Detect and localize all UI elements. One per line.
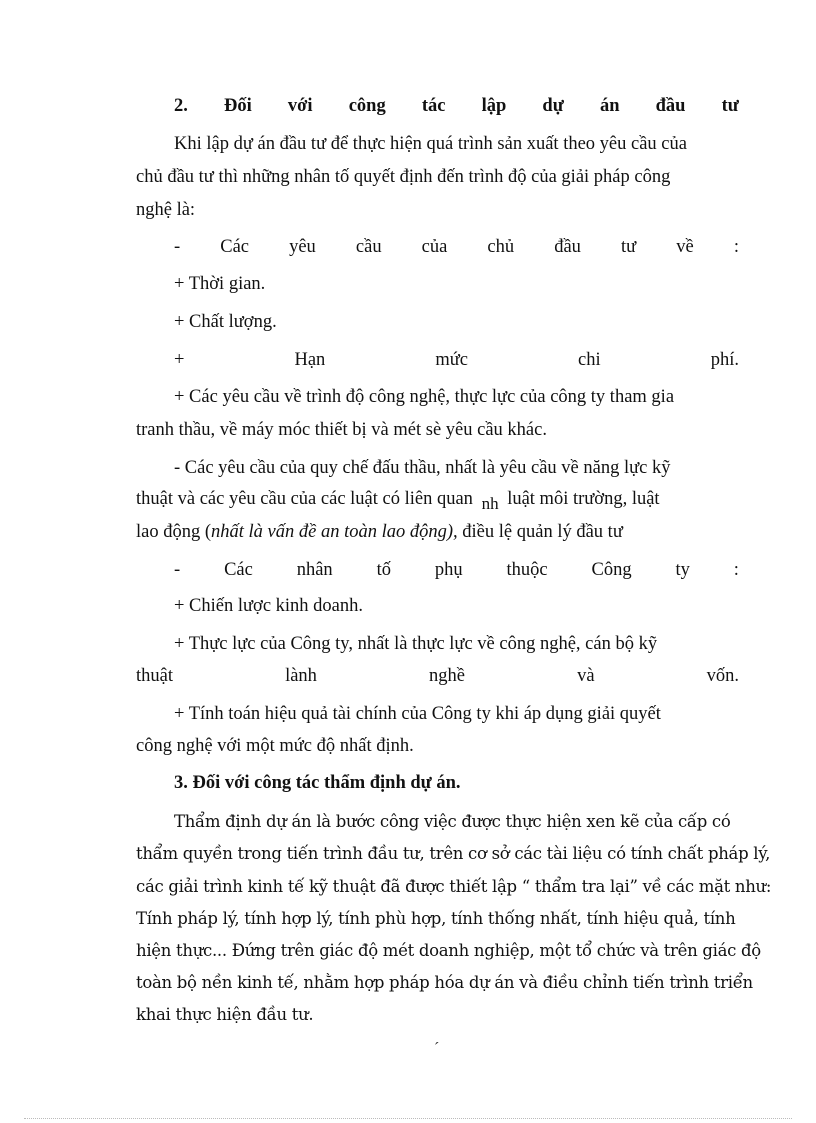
list-item-cost: + Hạn mức chi phí. — [174, 350, 739, 370]
list-item-time: + Thời gian. — [174, 274, 266, 294]
paragraph-line: các giải trình kinh tế kỹ thuật đã được thiết lập “ thẩm tra lại” về các mặt như: — [136, 877, 772, 896]
list-item-finance-cont: công nghệ với một mức độ nhất định. — [136, 736, 414, 756]
heading-word: 2. — [174, 96, 188, 116]
page-mark: ´ — [434, 1040, 440, 1057]
list-item-tech-cont: tranh thầu, về máy móc thiết bị và mét sè yêu cầu khác. — [136, 420, 547, 440]
heading-section-2 — [174, 94, 739, 118]
list-item-finance: + Tính toán hiệu quả tài chính của Công ty khi áp dụng giải quyết — [174, 704, 661, 724]
heading-word: án — [599, 96, 620, 116]
owner-requirements-line: - Các yêu cầu của chủ đầu tư về : — [174, 237, 739, 257]
list-item-quality: + Chất lượng. — [174, 312, 277, 332]
bid-rules-line: thuật và các yêu cầu của các luật có liên quan nh luật môi trường, luật — [136, 489, 660, 513]
list-item-strategy: + Chiến lược kinh doanh. — [174, 596, 364, 616]
paragraph-line: khai thực hiện đầu tư. — [136, 1005, 314, 1024]
list-item-capacity-cont: thuật lành nghề và vốn. — [136, 666, 739, 686]
heading-word: tư — [721, 96, 739, 116]
paragraph-line: thẩm quyền trong tiến trình đầu tư, trên cơ sở các tài liệu có tính chất pháp lý, — [136, 844, 771, 863]
paragraph-line: Thẩm định dự án là bước công việc được thực hiện xen kẽ của cấp có — [174, 812, 731, 831]
heading-word: dự — [542, 96, 564, 116]
heading-word: tác — [421, 96, 446, 116]
paragraph-line: hiện thực... Đứng trên giác độ mét doanh nghiệp, một tổ chức và trên giác độ — [136, 941, 761, 960]
heading-word: lập — [481, 96, 507, 116]
paragraph-line: toàn bộ nền kinh tế, nhằm hợp pháp hóa dự án và điều chỉnh tiến trình triển — [136, 973, 753, 992]
company-factors-line: - Các nhân tố phụ thuộc Công ty : — [174, 560, 739, 580]
paragraph-line: Tính pháp lý, tính hợp lý, tính phù hợp, tính thống nhất, tính hiệu quả, tính — [136, 909, 736, 928]
list-item-capacity: + Thực lực của Công ty, nhất là thực lực về công nghệ, cán bộ kỹ — [174, 634, 658, 654]
footer-divider — [24, 1118, 792, 1119]
list-item-tech: + Các yêu cầu về trình độ công nghệ, thực lực của công ty tham gia — [174, 387, 675, 407]
paragraph-line: chủ đầu tư thì những nhân tố quyết định đến trình độ của giải pháp công — [136, 167, 671, 187]
heading-word: công — [348, 96, 386, 116]
paragraph-line: Khi lập dự án đầu tư để thực hiện quá trình sản xuất theo yêu cầu của — [174, 134, 687, 154]
bid-rules-line: - Các yêu cầu của quy chế đấu thầu, nhất là yêu cầu về năng lực kỹ — [174, 458, 671, 478]
bid-rules-line: lao động (nhất là vấn đề an toàn lao động), điều lệ quản lý đầu tư — [136, 522, 623, 542]
heading-section-3: 3. Đối với công tác thẩm định dự án. — [174, 773, 461, 793]
heading-word: với — [287, 96, 313, 116]
heading-word: Đối — [224, 96, 252, 116]
paragraph-line: nghệ là: — [136, 200, 196, 220]
heading-word: đầu — [655, 96, 686, 116]
